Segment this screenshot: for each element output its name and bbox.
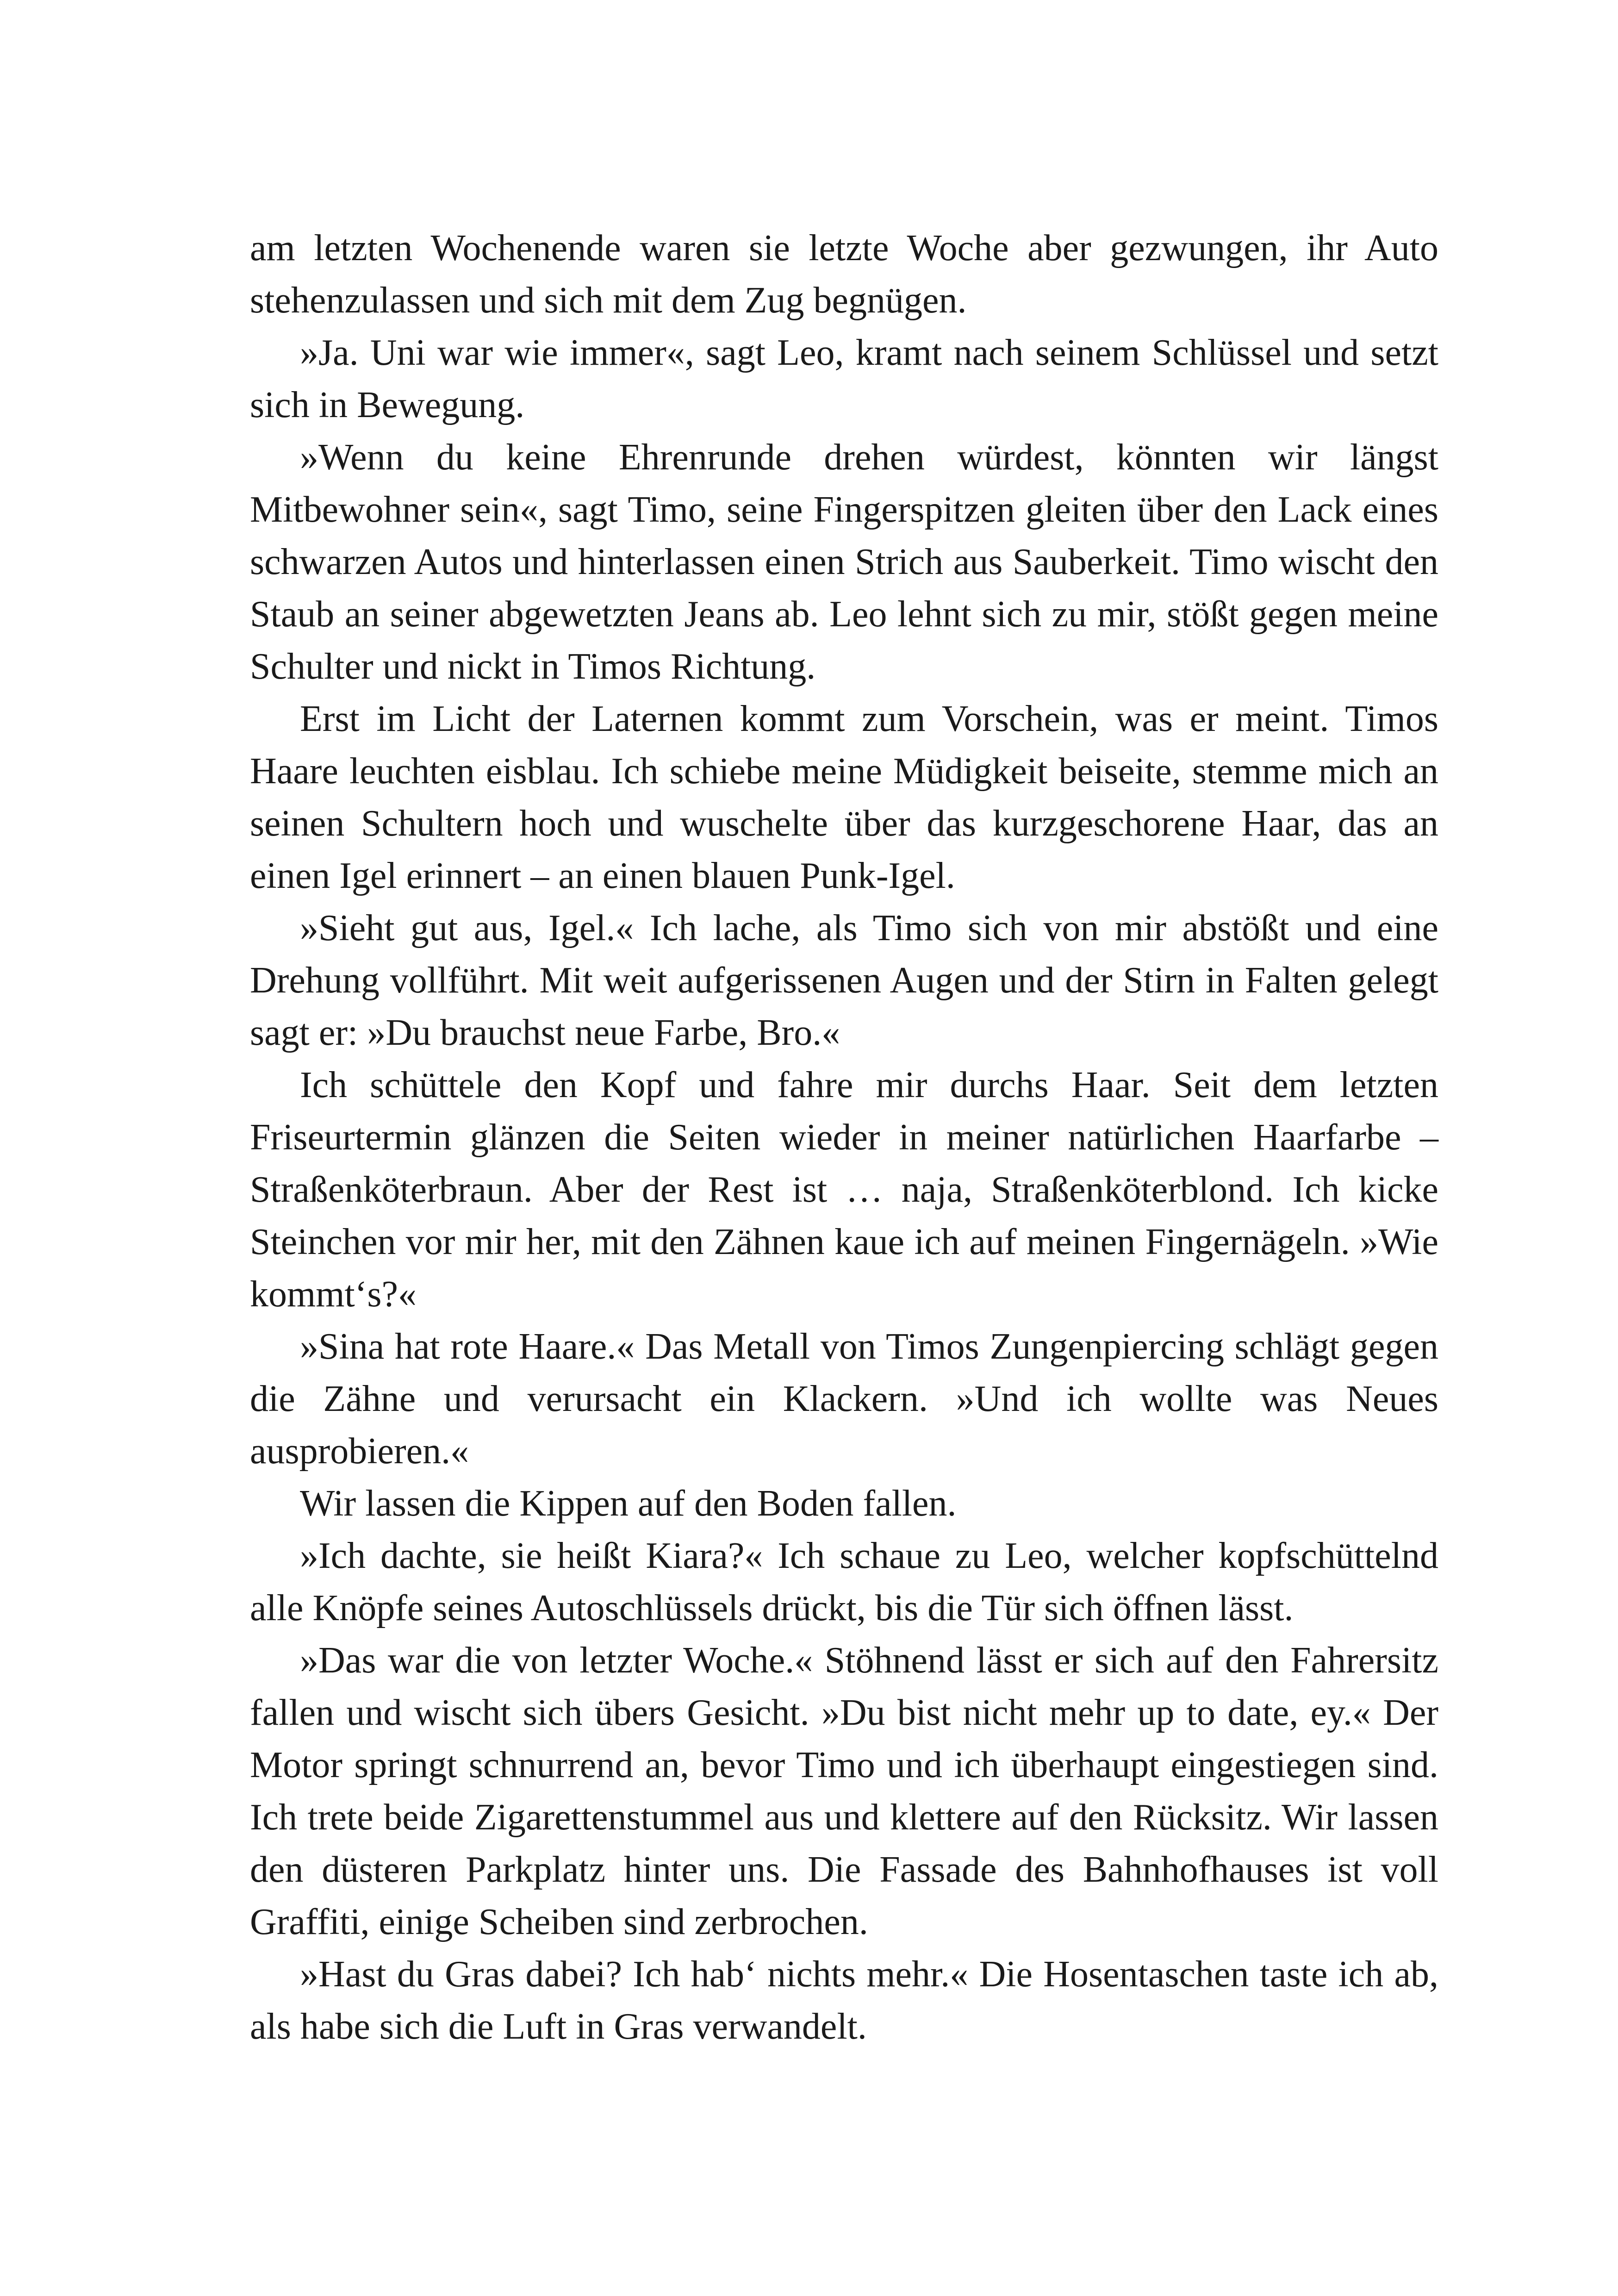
page-body [250,222,1438,2053]
paragraph-6: Ich schüttele den Kopf und fahre mir durchs Haar. Seit dem letzten Friseurtermin glänzen die Seiten wieder in meiner natürlichen Haarfarbe – Straßenköterbraun. Aber der Rest ist … naja, Straßenköterblond. Ich kicke Steinchen vor mir her, mit den Zähnen kaue ich auf meinen Fingernägeln. »Wie kommt‘s?« [250,1065,1438,1315]
paragraph-4: Erst im Licht der Laternen kommt zum Vorschein, was er meint. Timos Haare leuchten eisblau. Ich schiebe meine Müdigkeit beiseite, stemme mich an seinen Schultern hoch und wuschelte über das kurzgeschorene Haar, das an einen Igel erinnert – an einen blauen Punk-Igel. [250,699,1438,896]
paragraph-9: »Ich dachte, sie heißt Kiara?« Ich schaue zu Leo, welcher kopfschüttelnd alle Knöpfe seines Autoschlüssels drückt, bis die Tür sich öffnen lässt. [250,1535,1438,1628]
paragraph-8: Wir lassen die Kippen auf den Boden fallen. [300,1483,957,1524]
paragraph-10: »Das war die von letzter Woche.« Stöhnend lässt er sich auf den Fahrersitz fallen und wischt sich übers Gesicht. »Du bist nicht mehr up to date, ey.« Der Motor springt schnurrend an, bevor Timo und ich überhaupt eingestiegen sind. Ich trete beide Zigarettenstummel aus und klettere auf den Rücksitz. Wir lassen den düsteren Parkplatz hinter uns. Die Fassade des Bahnhofhauses ist voll Graffiti, einige Scheiben sind zerbrochen. [250,1640,1438,1942]
paragraph-7: »Sina hat rote Haare.« Das Metall von Timos Zungenpiercing schlägt gegen die Zähne und verursacht ein Klackern. »Und ich wollte was Neues ausprobieren.« [250,1326,1438,1472]
paragraph-3: »Wenn du keine Ehrenrunde drehen würdest, könnten wir längst Mitbewohner sein«, sagt Timo, seine Fingerspitzen gleiten über den Lack eines schwarzen Autos und hinterlassen einen Strich aus Sauberkeit. Timo wischt den Staub an seiner abgewetzten Jeans ab. Leo lehnt sich zu mir, stößt gegen meine Schulter und nickt in Timos Richtung. [250,437,1438,687]
paragraph-5: »Sieht gut aus, Igel.« Ich lache, als Timo sich von mir abstößt und eine Drehung vollführt. Mit weit aufgerissenen Augen und der Stirn in Falten gelegt sagt er: »Du brauchst neue Farbe, Bro.« [250,908,1438,1053]
paragraph-1: am letzten Wochenende waren sie letzte Woche aber gezwungen, ihr Auto stehenzulassen und sich mit dem Zug begnügen. [250,228,1438,321]
paragraph-2: »Ja. Uni war wie immer«, sagt Leo, kramt nach seinem Schlüssel und setzt sich in Bewegung. [250,332,1438,425]
paragraph-11: »Hast du Gras dabei? Ich hab‘ nichts mehr.« Die Hosentaschen taste ich ab, als habe sich die Luft in Gras verwandelt. [250,1954,1438,2047]
